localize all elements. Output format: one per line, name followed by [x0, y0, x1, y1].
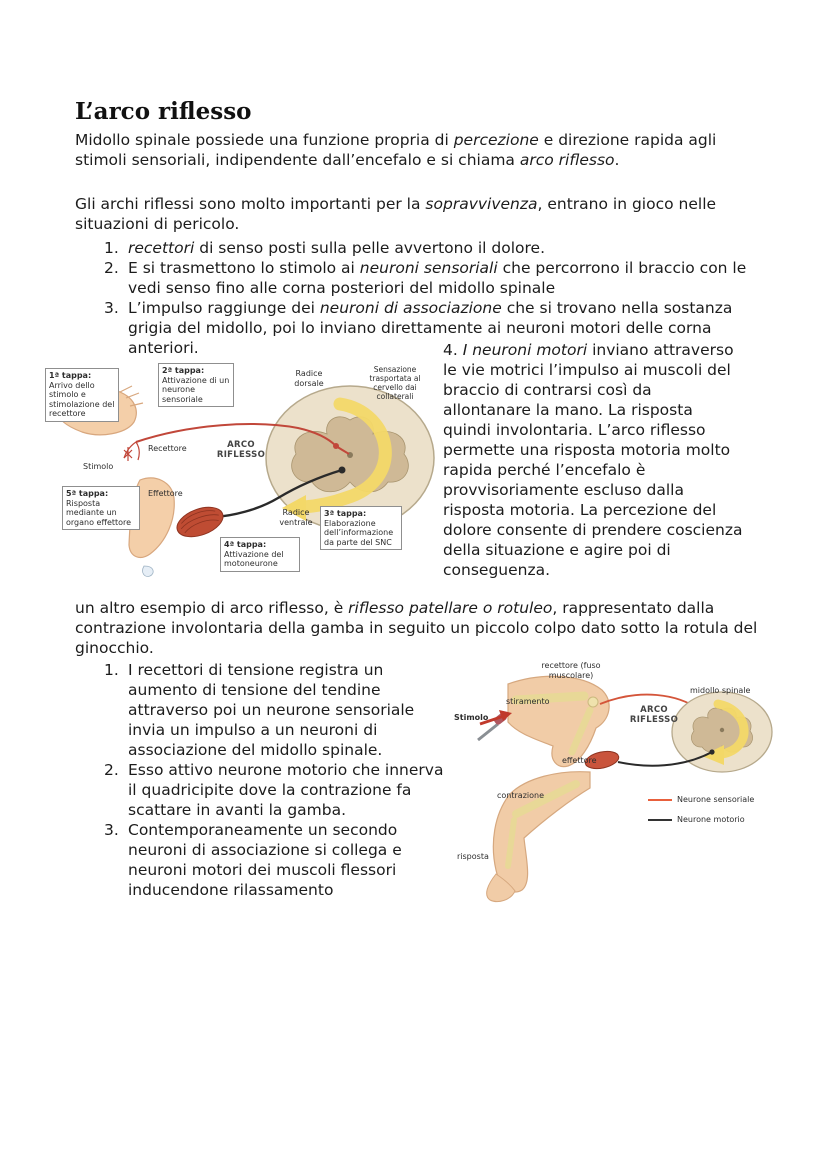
list-item-text: I recettori di tensione registra un aumento di tensione del tendine attraverso poi un neurone sensoriale invia un impulso a un neuroni di associazione del midollo spinale.	[128, 661, 415, 759]
fig2-stiramento-label: stiramento	[506, 697, 550, 706]
page-title: L’arco riflesso	[75, 98, 252, 125]
intro-paragraph-1: Midollo spinale possiede una funzione propria di percezione e direzione rapida agli stimoli sensoriali, indipendente dall’encefalo e si chiama arco riflesso.	[75, 131, 717, 169]
fig1-sensazione-label: Sensazione trasportata al cervello dai collaterali	[369, 365, 421, 401]
list-item-text: recettori di senso posti sulla pelle avvertono il dolore.	[128, 239, 546, 257]
list-number: 1.	[104, 661, 119, 679]
patellar-intro-paragraph: un altro esempio di arco riflesso, è riflesso patellare o rotuleo, rappresentato dalla contrazione involontaria della gamba in seguito un piccolo colpo dato sotto la rotula del ginocchio.	[75, 599, 758, 657]
list-item	[102, 660, 445, 760]
intro-paragraph-2: Gli archi riflessi sono molto importanti per la sopravvivenza, entrano in gioco nelle situazioni di pericolo.	[75, 195, 717, 233]
list-item-text: E si trasmettono lo stimolo ai neuroni sensoriali che percorrono il braccio con le vedi senso fino alle corna posteriori del midollo spinale	[128, 259, 747, 297]
list-item	[102, 238, 758, 258]
list-number: 3.	[104, 299, 119, 317]
patellar-reflex-figure	[450, 652, 795, 914]
fig2-midollo-spinale-label: midollo spinale	[690, 686, 751, 695]
fig1-step4-label: 4ª tappa: Attivazione del motoneurone	[220, 537, 300, 572]
effector-muscle	[173, 502, 227, 543]
fig1-recettore-label: Recettore	[148, 444, 187, 453]
fig1-radice-dorsale-label: Radice dorsale	[294, 369, 324, 388]
legend-item	[648, 795, 754, 804]
list-item-text: Esso attivo neurone motorio che innerva il quadricipite dove la contrazione fa scattare in avanti la gamba.	[128, 761, 444, 819]
fig2-recettore-label: recettore (fuso muscolare)	[541, 661, 601, 680]
list-item	[102, 258, 758, 298]
fig1-step2-label: 2ª tappa: Attivazione di un neurone sensoriale	[158, 363, 234, 407]
fig2-stimolo-label: Stimolo	[454, 713, 489, 722]
list-item	[102, 820, 445, 900]
fig2-arco-riflesso-label: ARCO RIFLESSO	[629, 705, 679, 726]
motor-neuron-paragraph: 4. I neuroni motori inviano attraverso le vie motrici l’impulso ai muscoli del braccio di contrarsi così da allontanare la mano. La risposta quindi involontaria. L’arco riflesso permette una risposta motoria molto rapida perché l’encefalo è provvisoriamente escluso dalla risposta motoria. La percezione del dolore consente di prendere coscienza della situazione e agire poi di conseguenza.	[443, 341, 743, 579]
knee-illustration	[508, 676, 609, 766]
fig1-step3-label: 3ª tappa: Elaborazione dell’informazione da parte del SNC	[320, 506, 402, 550]
fig2-contrazione-label: contrazione	[497, 791, 544, 800]
list-number: 1.	[104, 239, 119, 257]
list-number: 2.	[104, 761, 119, 779]
fig2-effettore-label: effettore	[562, 756, 597, 765]
list-number: 2.	[104, 259, 119, 277]
legend-label: Neurone motorio	[677, 815, 745, 824]
fig1-arco-riflesso-label: ARCO RIFLESSO	[216, 440, 266, 461]
list-item-text: L’impulso raggiunge dei neuroni di associazione che si trovano nella sostanza grigia del midollo, poi lo inviano direttamente ai neuroni motori delle corna anteriori.	[128, 299, 733, 357]
fig1-radice-ventrale-label: Radice ventrale	[279, 508, 313, 527]
list-number: 3.	[104, 821, 119, 839]
legend-item	[648, 815, 745, 824]
reflex-arc-arm-figure	[40, 362, 436, 578]
fig2-risposta-label: risposta	[457, 852, 489, 861]
motor-neuron-line-icon	[648, 819, 672, 821]
fig1-step1-label: 1ª tappa: Arrivo dello stimolo e stimolazione del recettore	[45, 368, 119, 422]
list-item-text: Contemporaneamente un secondo neuroni di associazione si collega e neuroni motori dei muscoli flessori inducendone rilassamento	[128, 821, 402, 899]
patellar-steps-list	[102, 660, 445, 900]
sensory-neuron-line-icon	[648, 799, 672, 801]
legend-label: Neurone sensoriale	[677, 795, 755, 804]
fig1-stimolo-label: Stimolo	[83, 462, 114, 471]
fig1-effettore-label: Effettore	[148, 489, 183, 498]
list-item	[102, 760, 445, 820]
fig1-step5-label: 5ª tappa: Risposta mediante un organo effettore	[62, 486, 140, 530]
